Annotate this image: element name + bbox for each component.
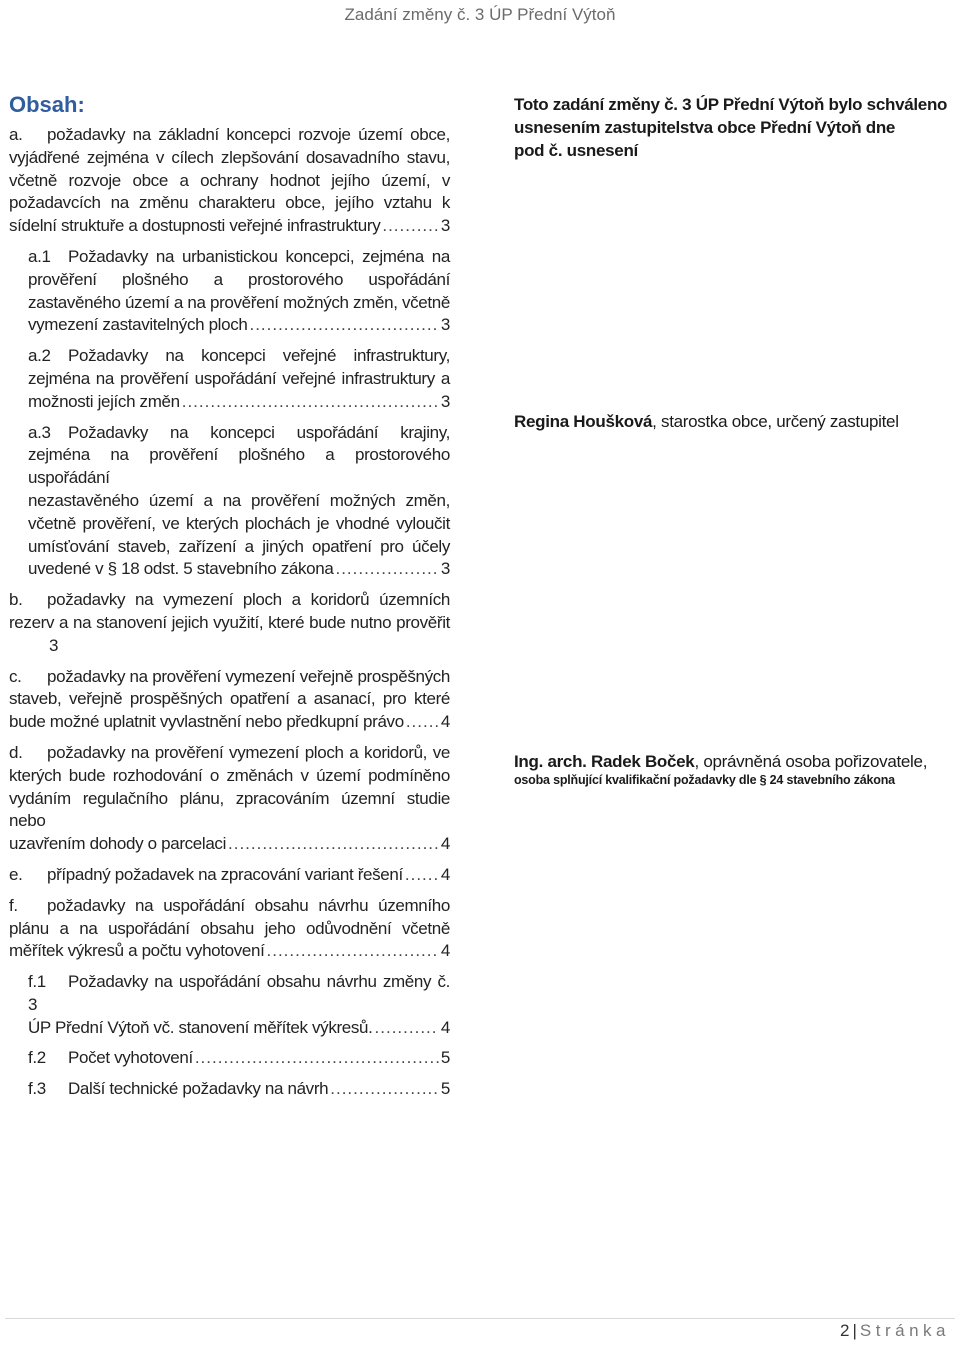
mayor-role: , starostka obce, určený zastupitel <box>652 412 899 431</box>
approval-statement <box>514 93 954 162</box>
toc-entry-f3[interactable] <box>9 1078 450 1101</box>
leader-dots <box>267 940 439 963</box>
toc-page-number: 5 <box>440 1079 450 1099</box>
official-qualification: osoba splňující kvalifikační požadavky dle § 24 stavebního zákona <box>514 773 895 787</box>
table-of-contents <box>9 92 450 1109</box>
approval-line: Toto zadání změny č. 3 ÚP Přední Výtoň bylo schváleno <box>514 95 948 114</box>
toc-entry-line: sídelní struktuře a dostupnosti veřejné infrastruktury <box>9 216 381 236</box>
footer-divider <box>5 1318 955 1319</box>
leader-dots <box>182 391 439 414</box>
toc-entry-a1[interactable] <box>9 246 450 337</box>
toc-entry-number: f.3 <box>28 1079 46 1099</box>
toc-page-number: 4 <box>440 941 450 961</box>
toc-entry-number: a.1 <box>28 246 51 266</box>
footer-separator: | <box>852 1321 857 1340</box>
toc-entry-a[interactable] <box>9 124 450 238</box>
mayor-signature-block <box>514 410 954 433</box>
toc-entry-line: včetně prověření, ve kterých plochách je vhodné vyloučit <box>28 513 450 533</box>
toc-entry-line: plánu a na uspořádání obsahu jeho odůvodnění včetně <box>9 918 450 938</box>
toc-entry-line: požadavky na uspořádání obsahu návrhu územního <box>47 895 450 915</box>
toc-entry-line: umísťování staveb, zařízení a jiných opatření pro účely <box>28 536 450 556</box>
toc-entry-line: ÚP Přední Výtoň vč. stanovení měřítek výkresů. <box>28 1017 373 1037</box>
toc-entry-line: uzavřením dohody o parcelaci <box>9 834 226 854</box>
toc-entry-line: vyjádřené zejména v cílech zlepšování dosavadního stavu, <box>9 147 450 167</box>
official-name: Ing. arch. Radek Boček <box>514 752 695 771</box>
toc-entry-line: zejména na prověření plošného a prostorového uspořádání <box>28 445 450 488</box>
toc-entry-f1[interactable] <box>9 971 450 1039</box>
leader-dots <box>382 215 439 238</box>
toc-page-number: 3 <box>440 315 450 335</box>
toc-entry-line: staveb, veřejně prospěšných opatření a asanací, pro které <box>9 689 450 709</box>
toc-entry-number: a. <box>9 125 23 144</box>
toc-entry-line: Požadavky na koncepci veřejné infrastruktury, <box>68 346 450 366</box>
toc-title: Obsah: <box>9 92 85 117</box>
toc-entry-line: měřítek výkresů a počtu vyhotovení <box>9 941 265 961</box>
toc-entry-line: zastavěného území a na prověření možných změn, včetně <box>28 292 450 312</box>
leader-dots <box>330 1078 439 1101</box>
toc-entry-line: Počet vyhotovení <box>68 1048 193 1068</box>
toc-entry-line: vymezení zastavitelných ploch <box>28 315 248 335</box>
toc-entry-number: a.3 <box>28 422 51 442</box>
toc-entry-number: d. <box>9 742 23 762</box>
toc-entry-line: zejména na prověření uspořádání veřejné infrastruktury a <box>28 368 450 388</box>
toc-entry-number: b. <box>9 590 23 610</box>
leader-dots <box>249 314 438 337</box>
toc-entry-line: požadavky na základní koncepci rozvoje území obce, <box>47 125 450 144</box>
page-footer <box>840 1321 950 1341</box>
toc-entry-c[interactable] <box>9 666 450 734</box>
toc-entry-line: včetně rozvoje obce a ochrany hodnot jejího území, v <box>9 170 450 190</box>
toc-entry-a2[interactable] <box>9 345 450 413</box>
toc-entry-a3[interactable] <box>9 422 450 582</box>
toc-entry-line: bude možné uplatnit vyvlastnění nebo předkupní právo <box>9 712 404 732</box>
official-role: , oprávněná osoba pořizovatele, <box>694 752 928 771</box>
toc-entry-e[interactable] <box>9 864 450 887</box>
toc-page-number: 3 <box>440 559 450 579</box>
toc-entry-number: a.2 <box>28 346 51 366</box>
page-header: Zadání změny č. 3 ÚP Přední Výtoň <box>344 5 616 24</box>
toc-entry-line: požadavky na prověření vymezení ploch a koridorů, ve <box>47 742 450 762</box>
footer-page-word: Stránka <box>859 1321 950 1340</box>
toc-page-number: 3 <box>440 216 450 236</box>
toc-entry-number: f.2 <box>28 1048 46 1068</box>
toc-entry-line: Požadavky na urbanistickou koncepci, zejména na <box>68 246 450 266</box>
leader-dots <box>375 1017 439 1040</box>
toc-entry-b[interactable] <box>9 589 450 657</box>
toc-entry-number: f.1 <box>28 972 46 992</box>
toc-entry-line: rezerv a na stanovení jejich využití, které bude nutno prověřit <box>9 612 450 632</box>
toc-entry-f2[interactable] <box>9 1047 450 1070</box>
toc-entry-line: uvedené v § 18 odst. 5 stavebního zákona <box>28 559 334 579</box>
toc-entry-line: požadavky na prověření vymezení veřejně prospěšných <box>47 666 450 686</box>
toc-entry-line: požadavky na vymezení ploch a koridorů územních <box>47 590 450 610</box>
toc-entry-number: f. <box>9 895 18 915</box>
toc-page-number: 4 <box>440 864 450 884</box>
leader-dots <box>405 864 439 887</box>
toc-page-number: 3 <box>49 635 59 655</box>
official-signature-block <box>514 750 954 788</box>
toc-entry-line: nezastavěného území a na prověření možných změn, <box>28 490 450 510</box>
toc-entry-line: případný požadavek na zpracování variant řešení <box>47 864 403 884</box>
toc-entry-line: Další technické požadavky na návrh <box>68 1079 329 1099</box>
toc-page-number: 3 <box>440 391 450 411</box>
toc-entry-line: požadavcích na změnu charakteru obce, jejího vztahu k <box>9 193 450 213</box>
toc-page-number: 4 <box>440 834 450 854</box>
leader-dots <box>406 711 439 734</box>
toc-entry-number: c. <box>9 666 22 686</box>
mayor-name: Regina Houšková <box>514 412 653 431</box>
leader-dots <box>335 558 438 581</box>
leader-dots <box>228 833 439 856</box>
leader-dots <box>195 1047 439 1070</box>
toc-entry-line: Požadavky na koncepci uspořádání krajiny, <box>68 422 450 442</box>
toc-entry-line: vydáním regulačního plánu, zpracováním územní studie nebo <box>9 788 450 831</box>
toc-page-number: 4 <box>440 712 450 732</box>
approval-line: usnesením zastupitelstva obce Přední Výtoň dne <box>514 118 896 137</box>
toc-entry-number: e. <box>9 864 23 884</box>
toc-entry-f[interactable] <box>9 895 450 963</box>
toc-entry-d[interactable] <box>9 742 450 856</box>
toc-entry-line: kterých bude rozhodování o změnách v území podmíněno <box>9 765 450 785</box>
toc-entry-line: možnosti jejích změn <box>28 391 180 411</box>
toc-page-number: 4 <box>440 1017 450 1037</box>
approval-line: pod č. usnesení <box>514 141 638 160</box>
toc-entry-line: Požadavky na uspořádání obsahu návrhu změny č. 3 <box>28 972 450 1014</box>
toc-page-number: 5 <box>440 1048 450 1068</box>
page-number: 2 <box>840 1321 850 1340</box>
toc-entry-line: prověření plošného a prostorového uspořádání <box>28 269 450 289</box>
